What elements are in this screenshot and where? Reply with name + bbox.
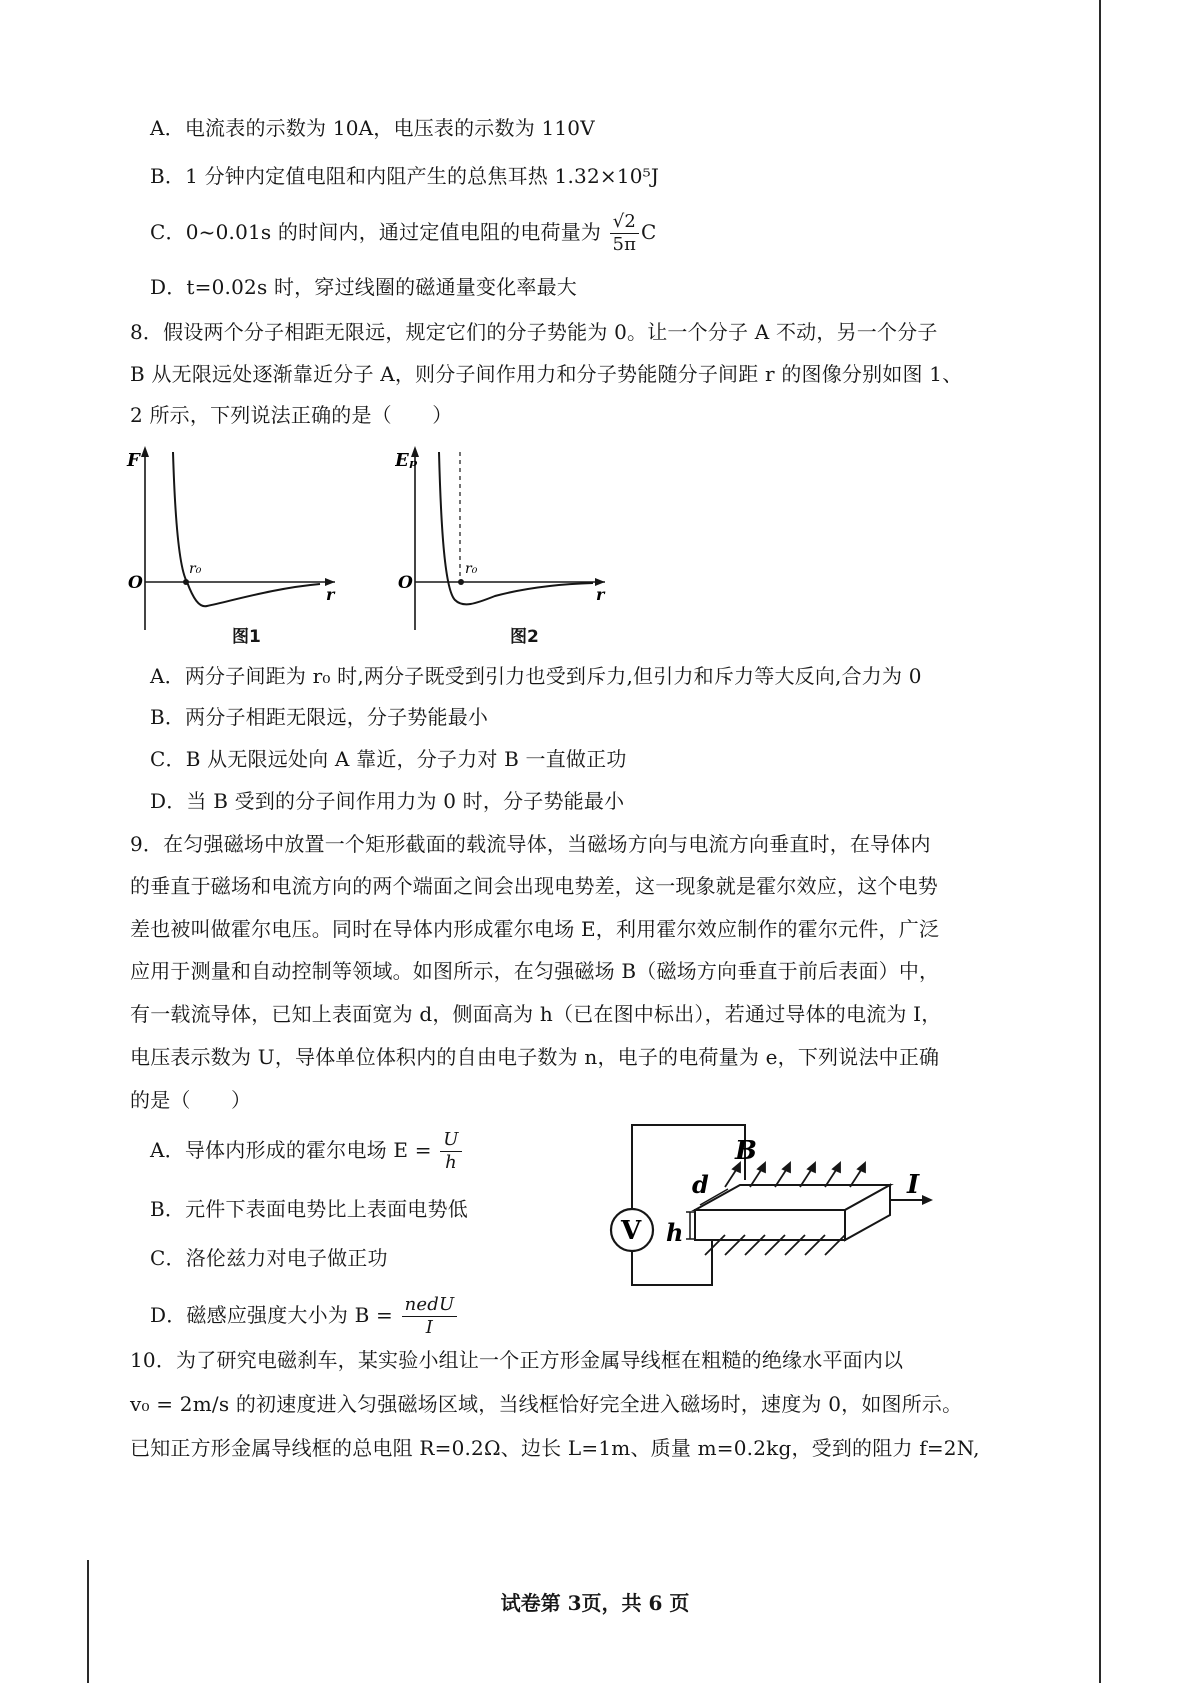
- q10-stem-line1: 10．为了研究电磁刹车，某实验小组让一个正方形金属导线框在粗糙的绝缘水平面内以: [130, 1348, 904, 1372]
- x-axis-label: r: [326, 585, 335, 604]
- fraction-denominator: h: [445, 1152, 457, 1173]
- q7-option-b: B．1 分钟内定值电阻和内阻产生的总焦耳热 1.32×10⁵J: [150, 164, 660, 188]
- fraction-numerator: U: [440, 1130, 461, 1152]
- q8-option-c: C．B 从无限远处向 A 靠近，分子力对 B 一直做正功: [150, 747, 627, 771]
- figure-1-caption: 图1: [232, 627, 261, 647]
- force-curve: [173, 452, 320, 606]
- page-footer: 试卷第 3页，共 6 页: [500, 1591, 690, 1615]
- q9-option-d-text: D．磁感应强度大小为 B =: [150, 1303, 394, 1327]
- q9-option-a-text: A．导体内形成的霍尔电场 E =: [150, 1138, 432, 1162]
- conductor-front-face: [695, 1210, 845, 1240]
- q9-stem-line4: 应用于测量和自动控制等领域。如图所示，在匀强磁场 B（磁场方向垂直于前后表面）中，: [130, 959, 940, 983]
- r0-label: r₀: [465, 561, 478, 577]
- r0-point: [183, 579, 189, 585]
- q7-option-c: [150, 212, 657, 255]
- q7-option-d: D．t=0.02s 时，穿过线圈的磁通量变化率最大: [150, 275, 577, 299]
- q9-stem-line2: 的垂直于磁场和电流方向的两个端面之间会出现电势差，这一现象就是霍尔效应，这个电势: [130, 874, 938, 898]
- voltmeter-label: V: [621, 1216, 642, 1246]
- r0-point: [458, 579, 464, 585]
- q8-option-d: D．当 B 受到的分子间作用力为 0 时，分子势能最小: [150, 789, 625, 813]
- q8-option-b: B．两分子相距无限远，分子势能最小: [150, 705, 489, 729]
- q9-option-a-fraction: [440, 1130, 461, 1173]
- r0-label: r₀: [189, 561, 202, 577]
- q10-stem-line2: v₀ = 2m/s 的初速度进入匀强磁场区域，当线框恰好完全进入磁场时，速度为 0，如图所示。: [130, 1392, 963, 1416]
- q9-stem-line5: 有一载流导体，已知上表面宽为 d，侧面高为 h（已在图中标出），若通过导体的电流为 I，: [130, 1002, 942, 1026]
- origin-label: O: [398, 573, 413, 593]
- field-label: B: [735, 1136, 757, 1166]
- q9-option-c: C．洛伦兹力对电子做正功: [150, 1246, 388, 1270]
- q9-stem-line6: 电压表示数为 U，导体单位体积内的自由电子数为 n，电子的电荷量为 e，下列说法中正确: [130, 1045, 940, 1069]
- fraction-numerator: nedU: [402, 1295, 458, 1317]
- q9-option-b: B．元件下表面电势比上表面电势低: [150, 1197, 468, 1221]
- q10-stem-line3: 已知正方形金属导线框的总电阻 R=0.2Ω、边长 L=1m、质量 m=0.2kg，受到的阻力 f=2N,: [130, 1436, 980, 1460]
- fraction-denominator: 5π: [612, 234, 637, 255]
- figure-2-caption: 图2: [510, 627, 539, 647]
- current-arrow-head: [922, 1195, 933, 1205]
- q9-option-a: [150, 1130, 464, 1173]
- q9-option-d-fraction: [402, 1295, 458, 1338]
- q7-option-c-unit: C: [641, 220, 657, 244]
- current-label: I: [907, 1170, 920, 1200]
- q8-stem-line1: 8．假设两个分子相距无限远，规定它们的分子势能为 0。让一个分子 A 不动，另一个分子: [130, 320, 938, 344]
- height-label: h: [666, 1218, 684, 1247]
- q7-option-c-text: C．0~0.01s 的时间内，通过定值电阻的电荷量为: [150, 220, 602, 244]
- figure-1-force-graph: [125, 440, 345, 640]
- q7-option-c-fraction: [610, 212, 639, 255]
- y-axis-arrow: [141, 446, 149, 457]
- q8-stem-line2: B 从无限远处逐渐靠近分子 A，则分子间作用力和分子势能随分子间距 r 的图像分别如图 1、: [130, 362, 963, 386]
- q9-stem-line3: 差也被叫做霍尔电压。同时在导体内形成霍尔电场 E，利用霍尔效应制作的霍尔元件，广泛: [130, 917, 940, 941]
- q8-option-a: A．两分子间距为 r₀ 时,两分子既受到引力也受到斥力,但引力和斥力等大反向,合力为 0: [150, 664, 922, 688]
- q9-stem-line1: 9．在匀强磁场中放置一个矩形截面的载流导体，当磁场方向与电流方向垂直时，在导体内: [130, 832, 931, 856]
- q8-stem-line3: 2 所示，下列说法正确的是（ ）: [130, 403, 453, 427]
- fraction-denominator: I: [425, 1317, 434, 1338]
- page-border-right: [1099, 0, 1101, 1683]
- q9-stem-line7: 的是（ ）: [130, 1088, 252, 1112]
- y-axis-label: Eₚ: [395, 450, 418, 471]
- y-axis-label: F: [127, 450, 140, 471]
- origin-label: O: [128, 573, 143, 593]
- width-label: d: [692, 1170, 709, 1199]
- hall-effect-figure: [600, 1115, 950, 1300]
- x-axis-label: r: [596, 585, 605, 604]
- fraction-numerator: √2: [610, 212, 639, 234]
- q9-option-d: [150, 1295, 459, 1338]
- figure-2-potential-graph: [395, 440, 615, 640]
- q7-option-a: A．电流表的示数为 10A，电压表的示数为 110V: [150, 116, 595, 140]
- page-border-left: [87, 1560, 89, 1683]
